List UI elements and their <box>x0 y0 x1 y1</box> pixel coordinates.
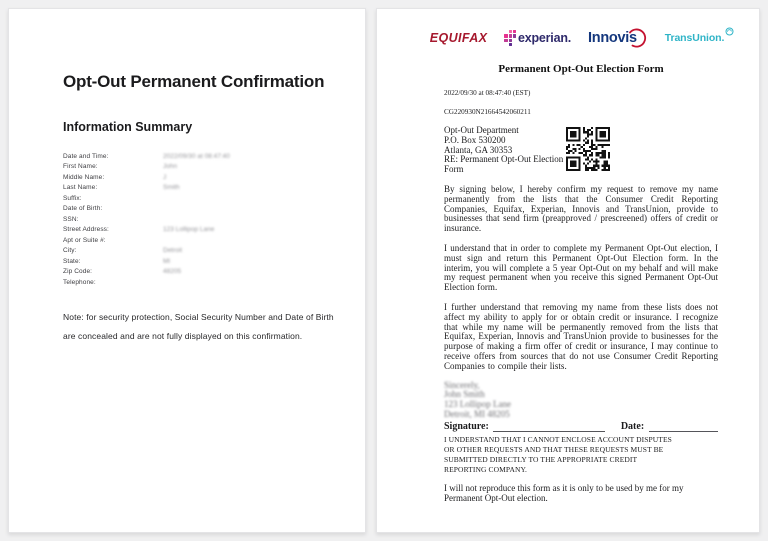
field-value: John <box>163 163 178 171</box>
field-label: First Name: <box>63 163 98 171</box>
innovis-logo <box>588 29 648 48</box>
address-line: RE: Permanent Opt-Out Election <box>444 154 564 165</box>
credit-bureau-logos <box>429 26 725 50</box>
field-label: SSN: <box>63 215 79 223</box>
field-row <box>63 151 351 162</box>
field-label: Street Address: <box>63 226 109 234</box>
field-row <box>63 256 351 267</box>
address-line: P.O. Box 530200 <box>444 134 506 145</box>
field-label: Date and Time: <box>63 152 109 160</box>
field-value: 48205 <box>163 268 182 276</box>
field-row <box>63 235 351 246</box>
body-paragraph: I understand that in order to complete my Permanent Opt-Out election, I must sign and return this Permanent Opt-Out Election form. In the interim, you will complete a 5 year Opt-Out on my behalf and will make my request permanent when you receive this signed Permanent Opt-Out Election form. <box>444 242 718 293</box>
closing-line: Sincerely, <box>444 379 480 390</box>
field-row <box>63 162 351 173</box>
field-label: City: <box>63 247 77 255</box>
final-paragraph: I will not reproduce this form as it is only to be used by me for my Permanent Opt-Out election. <box>444 482 684 503</box>
field-label: Telephone: <box>63 278 96 286</box>
section-title: Information Summary <box>63 120 193 134</box>
date-line <box>649 424 718 432</box>
form-title: Permanent Opt-Out Election Form <box>498 63 664 75</box>
signature-row <box>444 421 718 432</box>
field-row <box>63 277 351 288</box>
field-row <box>63 204 351 215</box>
address-line: Atlanta, GA 30353 <box>444 144 513 155</box>
field-row <box>63 214 351 225</box>
confirmation-page <box>8 8 366 533</box>
transunion-logo <box>665 32 733 44</box>
qr-code <box>566 127 610 171</box>
disclaimer <box>444 435 718 475</box>
disclaimer-line: I UNDERSTAND THAT I CANNOT ENCLOSE ACCOUNT DISPUTES <box>444 434 672 444</box>
field-label: Apt or Suite #: <box>63 236 106 244</box>
innovis-arc-icon <box>626 26 648 48</box>
confirmation-number: CG220930N21664542060211 <box>444 108 531 116</box>
transunion-logo-text: TransUnion. <box>664 32 725 44</box>
disclaimer-line: SUBMITTED DIRECTLY TO THE APPROPRIATE CREDIT <box>444 454 638 464</box>
field-value: 2022/09/30 at 08:47:40 <box>163 152 230 160</box>
field-label: Suffix: <box>63 194 82 202</box>
disclaimer-line: OR OTHER REQUESTS AND THAT THESE REQUESTS MUST BE <box>444 444 664 454</box>
field-value: 123 Lollipop Lane <box>163 226 215 234</box>
address-line: Form <box>444 164 464 175</box>
experian-logo-text: experian. <box>517 31 572 45</box>
field-value: J <box>163 173 167 181</box>
field-label: Middle Name: <box>63 173 105 181</box>
info-summary-fields <box>63 151 351 288</box>
security-note <box>63 308 351 347</box>
address-and-qr <box>444 126 718 175</box>
experian-logo <box>504 30 571 46</box>
field-row <box>63 172 351 183</box>
signature-label: Signature: <box>444 420 489 432</box>
date-label: Date: <box>620 420 645 432</box>
field-row <box>63 193 351 204</box>
page-title: Opt-Out Permanent Confirmation <box>63 72 325 91</box>
innovis-logo-text: Innovis <box>588 30 637 46</box>
field-row <box>63 183 351 194</box>
equifax-logo: EQUIFAX <box>429 31 488 45</box>
field-row <box>63 246 351 257</box>
signature-line <box>493 424 605 432</box>
field-value: Smith <box>163 184 180 192</box>
experian-dots-icon <box>504 30 516 46</box>
transunion-globe-icon <box>725 27 734 36</box>
disclaimer-line: REPORTING COMPANY. <box>444 464 528 474</box>
timestamp: 2022/09/30 at 08:47:40 (EST) <box>444 89 531 97</box>
field-label: State: <box>63 257 81 265</box>
field-value: Detroit <box>163 247 183 255</box>
field-row <box>63 267 351 278</box>
security-note-line2: are concealed and are not fully displayed on this confirmation. <box>63 331 303 341</box>
closing-line: 123 Lollipop Lane <box>444 399 511 410</box>
optout-department-address <box>444 126 564 175</box>
election-form-page <box>376 8 760 533</box>
body-paragraph: I further understand that removing my name from these lists does not affect my ability to apply for or obtain credit or insurance. I recognize that while my name will be permanently removed from the lists that Equifax, Experian, Innovis and TransUnion provide to businesses for the purpose of making a firm offer of credit or insurance, I may continue to receive offers from sources that do not use Consumer Credit Reporting Companies to compile their lists. <box>444 301 718 371</box>
field-label: Zip Code: <box>63 268 93 276</box>
field-label: Last Name: <box>63 184 98 192</box>
body-paragraph: By signing below, I hereby confirm my request to remove my name permanently from the lists that the Consumer Credit Reporting Companies, Equifax, Experian, Innovis and TransUnion, provide to businesses that send firm (preapproved / prescreened) offers of credit or insurance. <box>444 183 718 234</box>
field-value: MI <box>163 257 171 265</box>
address-line: Opt-Out Department <box>444 125 519 135</box>
closing-line: Detroit, MI 48205 <box>444 408 510 419</box>
field-label: Date of Birth: <box>63 205 103 213</box>
field-row <box>63 225 351 236</box>
closing-signature-block <box>444 381 718 420</box>
body-paragraphs <box>444 185 718 372</box>
security-note-line1: Note: for security protection, Social Security Number and Date of Birth <box>63 311 334 322</box>
closing-line: John Smith <box>444 389 485 400</box>
